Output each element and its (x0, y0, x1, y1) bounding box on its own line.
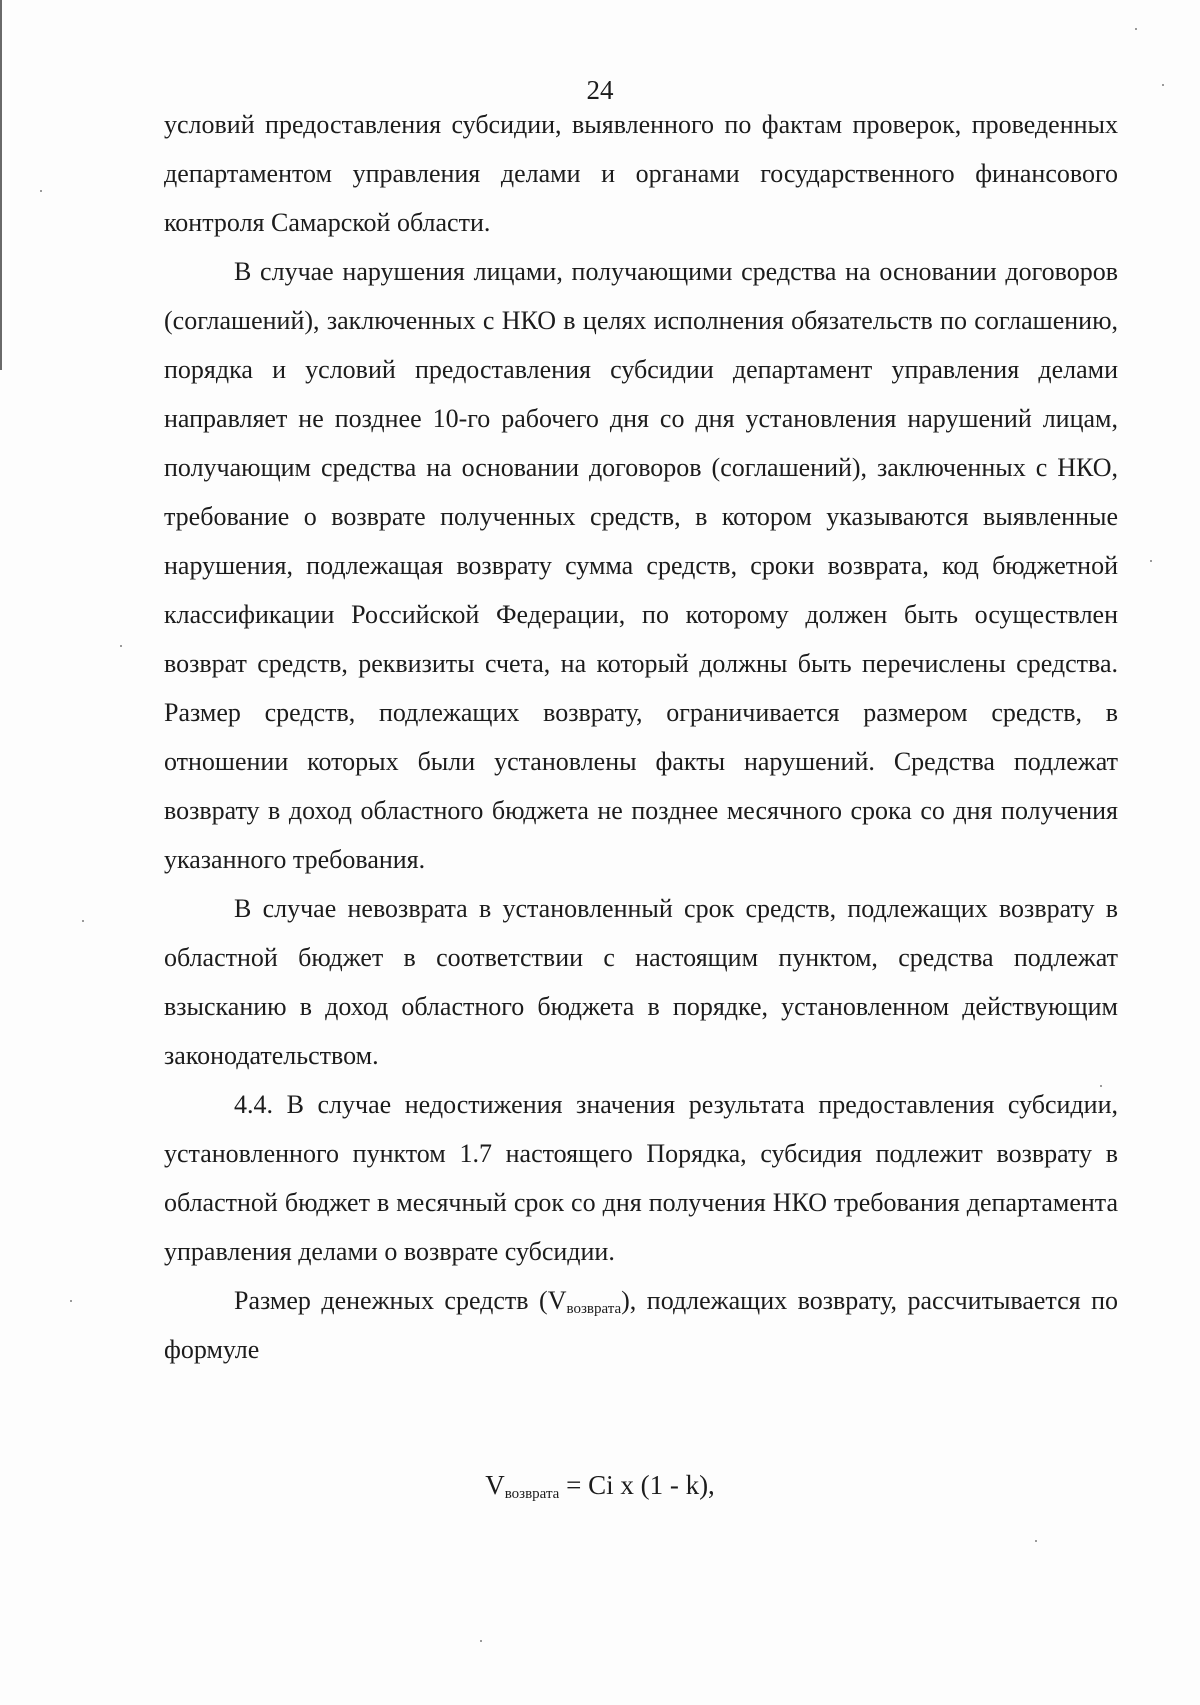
scan-speck (70, 1300, 72, 1302)
page-number: 24 (586, 75, 614, 105)
scan-speck (480, 1640, 482, 1642)
scan-speck (1035, 1540, 1037, 1542)
scan-speck (120, 645, 122, 647)
return-formula (0, 1465, 1200, 1505)
paragraph-violation-recipients: В случае нарушения лицами, получающими средства на основании договоров (соглашений), заключенных с НКО в целях исполнения обязательств по соглашению, порядка и условий предоставления субсидии департамент управления делами направляет не позднее 10-го рабочего дня со дня установления нарушений лицам, получающим средства на основании договоров (соглашений), заключенных с НКО, требование о возврате полученных средств, в котором указываются выявленные нарушения, подлежащая возврату сумма средств, сроки возврата, код бюджетной классификации Российской Федерации, по которому должен быть осуществлен возврат средств, реквизиты счета, на который должны быть перечислены средства. Размер средств, подлежащих возврату, ограничивается размером средств, в отношении которых были установлены факты нарушений. Средства подлежат возврату в доход областного бюджета не позднее месячного срока со дня получения указанного требования. (164, 257, 1118, 874)
scan-speck (40, 190, 42, 192)
scan-speck (1135, 28, 1137, 30)
scan-speck (1150, 560, 1152, 562)
body-text (164, 100, 1118, 1374)
paragraph-continuation: условий предоставления субсидии, выявленного по фактам проверок, проведенных департаментом управления делами и органами государственного финансового контроля Самарской области. (164, 110, 1118, 237)
paragraph-4-4: 4.4. В случае недостижения значения результата предоставления субсидии, установленного пунктом 1.7 настоящего Порядка, субсидия подлежит возврату в областной бюджет в месячный срок со дня получения НКО требования департамента управления делами о возврате субсидии. (164, 1090, 1118, 1266)
return-amount-text-before: Размер денежных средств (V (234, 1286, 567, 1315)
return-amount-text-after: ), подлежащих возврату, рассчитывается по формуле (164, 1286, 1119, 1364)
paragraph-return-amount (164, 1276, 1118, 1374)
formula-subscript: возврата (504, 1486, 560, 1502)
formula-symbol: V (485, 1470, 505, 1500)
formula-rhs: = Ci x (1 - k), (559, 1470, 715, 1500)
paragraph-non-return: В случае невозврата в установленный срок средств, подлежащих возврату в областной бюджет в соответствии с настоящим пунктом, средства подлежат взысканию в доход областного бюджета в порядке, установленном действующим законодательством. (164, 894, 1118, 1070)
scan-speck (82, 920, 84, 922)
scan-edge-artifact (0, 0, 2, 370)
return-amount-subscript: возврата (566, 1301, 622, 1317)
